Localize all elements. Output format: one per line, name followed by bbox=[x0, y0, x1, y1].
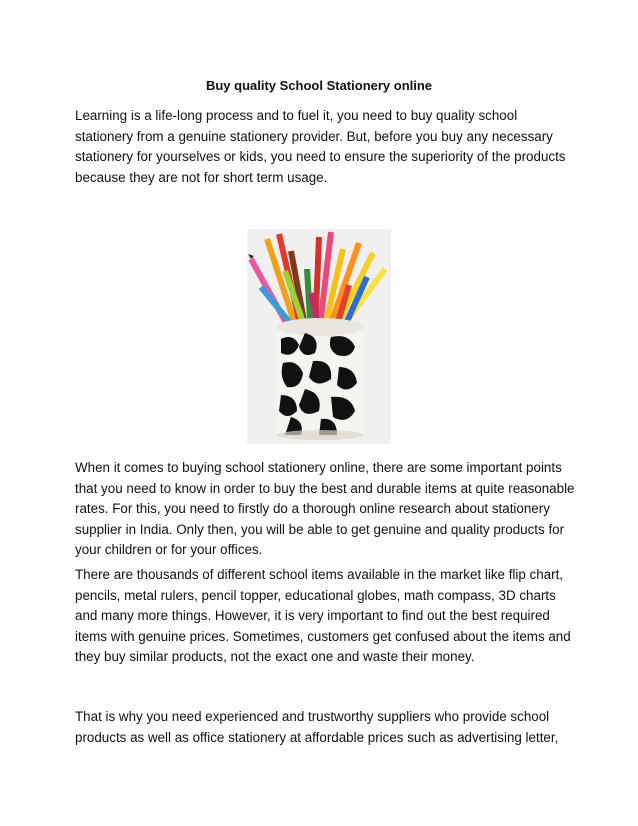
paragraph-suppliers: That is why you need experienced and trustworthy suppliers who provide school products as well as office stationery at affordable prices such as advertising letter, bbox=[75, 709, 559, 745]
paragraph-intro: Learning is a life-long process and to fuel it, you need to buy quality school stationery from a genuine stationery provider. But, before you buy any necessary stationery for yourselves or kids, you need to ensure the superiority of the products because they are not for short term usage. bbox=[75, 108, 566, 185]
paragraph-buying-online: When it comes to buying school stationery online, there are some important points that you need to know in order to buy the best and durable items at quite reasonable rates. For this, you need to firstly do a thorough online research about stationery supplier in India. Only then, you will be able to get genuine and quality products for your children or for your offices. bbox=[75, 460, 575, 557]
pencil-cup-icon bbox=[247, 229, 391, 444]
document-title: Buy quality School Stationery online bbox=[205, 78, 433, 93]
pencil-cup-photo bbox=[247, 229, 391, 444]
paragraph-school-items: There are thousands of different school items available in the market like flip chart, pencils, metal rulers, pencil topper, educational globes, math compass, 3D charts and many more things. However, it is very important to find out the best required items with genuine prices. Sometimes, customers get confused about the items and they buy similar products, not the exact one and waste their money. bbox=[75, 567, 571, 664]
